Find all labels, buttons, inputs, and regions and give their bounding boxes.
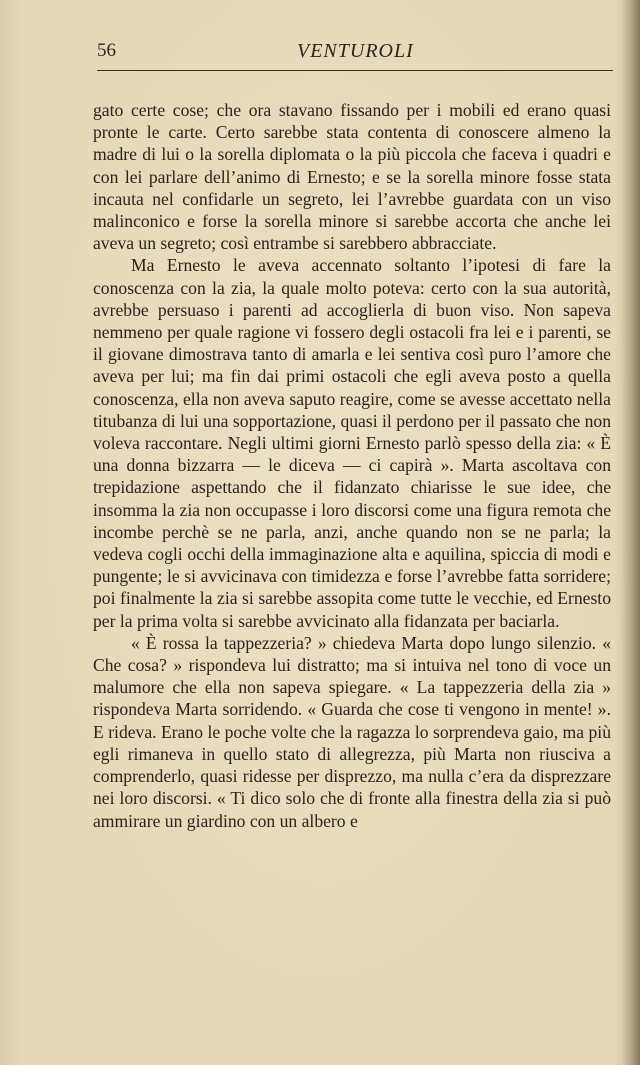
paragraph-2: Ma Ernesto le aveva accennato soltanto l’ipotesi di fare la conoscenza con la zia, la quale molto poteva: certo con la sua autorità, avrebbe persuaso i parenti ad accoglierla di buon viso. Non sapeva nemmeno per quale ragione vi fossero degli ostacoli fra lei e i parenti, se il giovane dimostrava tanto di amarla e lei sentiva così puro l’amore che aveva per lui; ma fin dai primi ostacoli che egli aveva posto a quella conoscenza, ella non aveva saputo reagire, come se avesse accettato nella titubanza di lui una sopportazione, quasi il perdono per il passato che non voleva raccontare. Negli ultimi giorni Ernesto parlò spesso della zia: « È una donna bizzarra — le diceva — ci capirà ». Marta ascoltava con trepidazione aspettando che il fidanzato chiarisse le sue idee, che insomma la zia non occupasse i loro discorsi come una figura remota che incombe perchè se ne parla, anzi, anche quando non se ne parla; la vedeva cogli occhi della immaginazione alta e aquilina, spiccia di modi e pungente; le si avvicinava con timidezza e forse l’avrebbe fatta sorridere; poi finalmente la zia si sarebbe assopita come tutte le vecchie, ed Ernesto per la prima volta si sarebbe avvicinato alla fidanzata per baciarla. — [93, 255, 611, 631]
paragraph-1: gato certe cose; che ora stavano fissando per i mobili ed erano quasi pronte le carte. Certo sarebbe stata contenta di conoscere almeno la madre di lui o la sorella diplomata o la più piccola che faceva i quadri e con lei parlare dell’animo di Ernesto; e se la sorella minore fosse stata incauta nel confidarle un segreto, lei l’avrebbe guardata con un viso malinconico e forse la sorella minore si sarebbe accorta che anche lei aveva un segreto; così entrambe si sarebbero abbracciate. — [93, 100, 611, 254]
page-header — [97, 38, 613, 68]
running-title: VENTUROLI — [297, 40, 414, 62]
header-rule — [97, 70, 613, 71]
page-number: 56 — [97, 40, 116, 61]
body-text — [93, 99, 611, 832]
page-edge-shadow — [622, 0, 640, 1065]
paragraph-3: « È rossa la tappezzeria? » chiedeva Marta dopo lungo silenzio. « Che cosa? » rispondeva lui distratto; ma si intuiva nel tono di voce un malumore che ella non sapeva spiegare. « La tappezzeria della zia » rispondeva Marta sorridendo. « Guarda che cose ti vengono in mente! ». E rideva. Erano le poche volte che la ragazza lo sorprendeva gaio, ma più egli rimaneva in quello stato di allegrezza, più Marta non riusciva a comprenderlo, quasi ridesse per disprezzo, ma nulla c’era da disprezzare nei loro discorsi. « Ti dico solo che di fronte alla finestra della zia si può ammirare un giardino con un albero e — [93, 632, 611, 831]
